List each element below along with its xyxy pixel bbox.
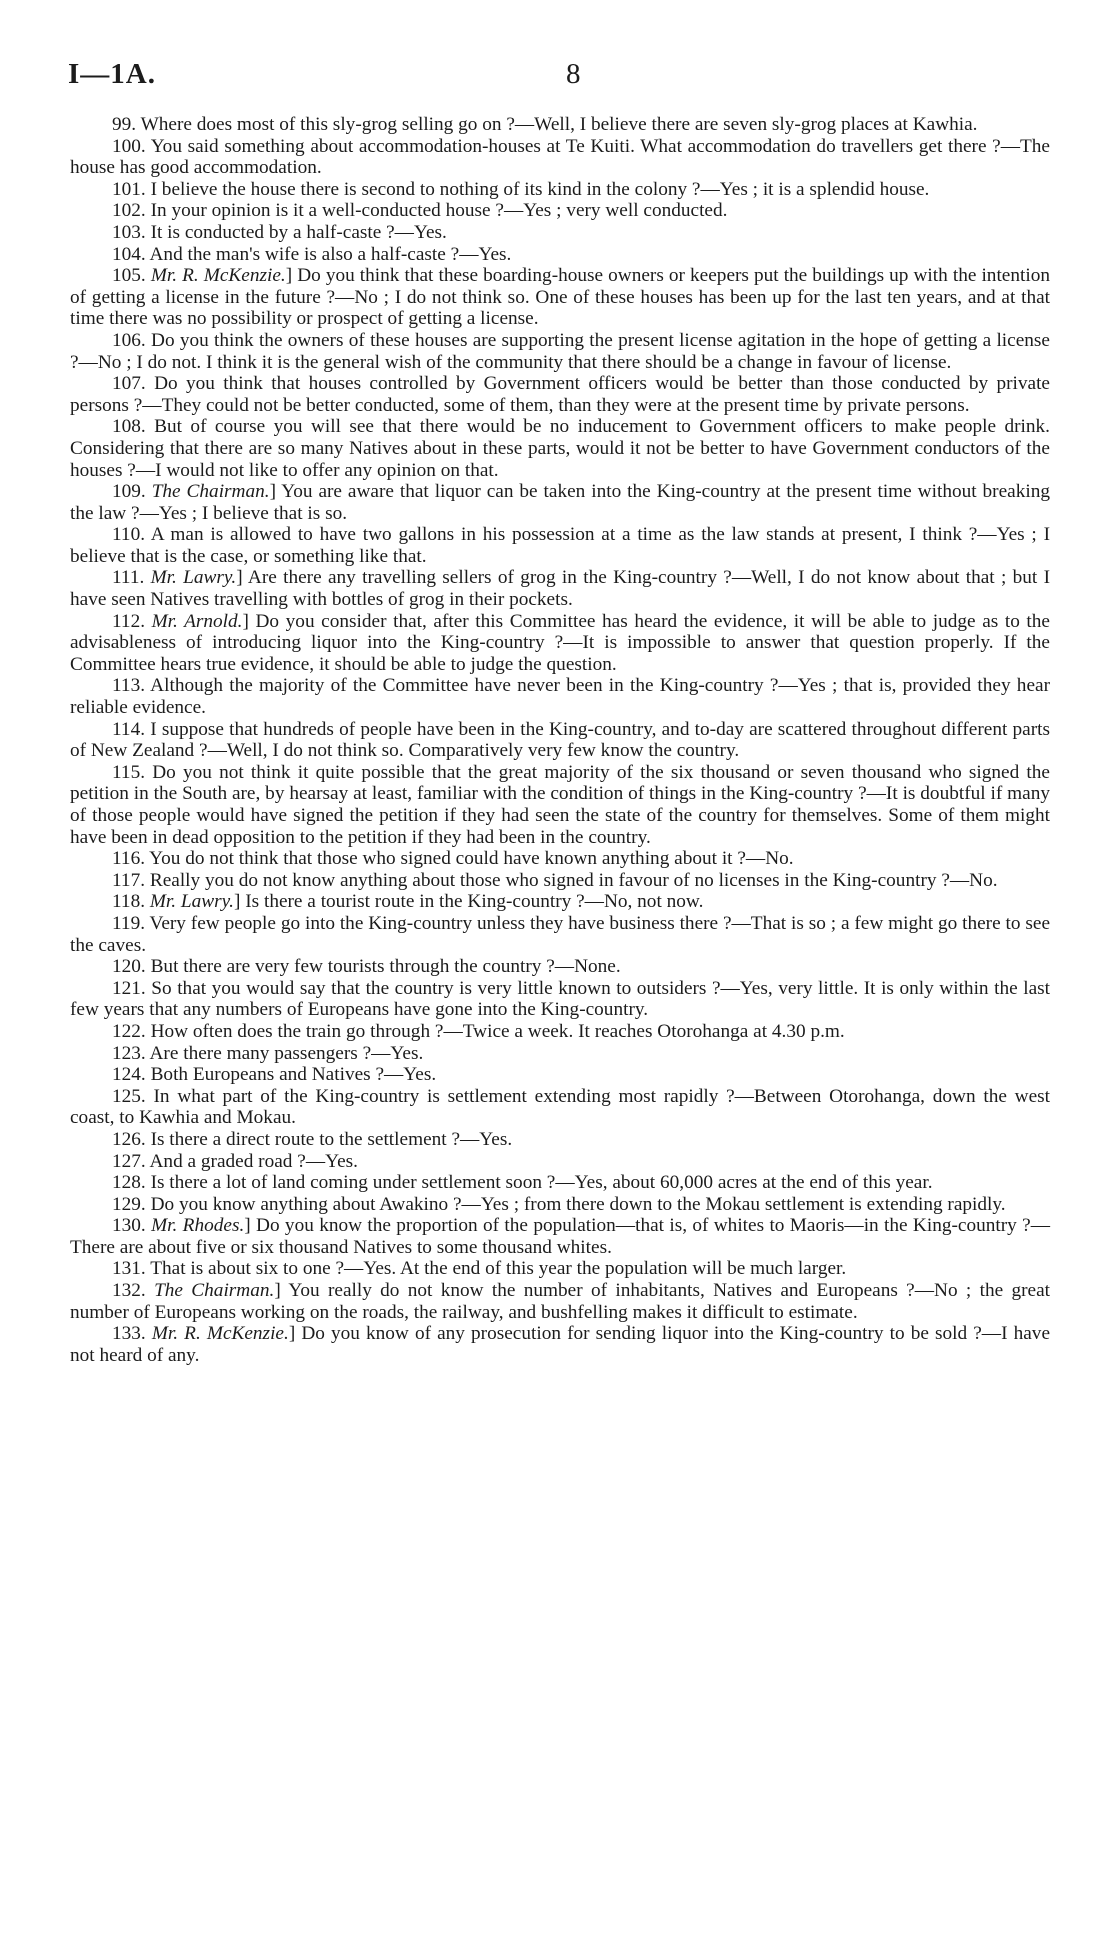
- evidence-paragraph: [70, 1151, 1050, 1173]
- evidence-paragraph: [70, 1194, 1050, 1216]
- evidence-paragraph: [70, 870, 1050, 892]
- speaker-attribution: 133. Mr. R. McKenzie.]: [112, 1323, 296, 1345]
- evidence-paragraph: [70, 1043, 1050, 1065]
- evidence-paragraph: [70, 1172, 1050, 1194]
- evidence-paragraph: [70, 1280, 1050, 1323]
- evidence-paragraph: [70, 244, 1050, 266]
- speaker-attribution: 109. The Chairman.]: [112, 481, 276, 503]
- evidence-paragraph: [70, 1323, 1050, 1366]
- page-number: 8: [566, 58, 581, 90]
- paragraph-text: 117. Really you do not know anything about those who signed in favour of no licenses in the King-country ?—No.: [112, 869, 998, 891]
- paragraph-text: 102. In your opinion is it a well-conducted house ?—Yes ; very well conducted.: [112, 200, 728, 222]
- evidence-paragraph: [70, 524, 1050, 567]
- paragraph-text: 129. Do you know anything about Awakino ?—Yes ; from there down to the Mokau settlement is extending rapidly.: [112, 1193, 1006, 1215]
- evidence-paragraph: [70, 956, 1050, 978]
- paragraph-text: 123. Are there many passengers ?—Yes.: [112, 1042, 424, 1064]
- paragraph-text: 125. In what part of the King-country is settlement extending most rapidly ?—Between Otorohanga, down the west coast, to Kawhia and Mokau.: [70, 1085, 1050, 1129]
- paragraph-text: 103. It is conducted by a half-caste ?—Yes.: [112, 221, 447, 243]
- paragraph-text: 120. But there are very few tourists through the country ?—None.: [112, 956, 621, 978]
- evidence-paragraph: [70, 136, 1050, 179]
- evidence-paragraph: [70, 481, 1050, 524]
- evidence-paragraph: [70, 675, 1050, 718]
- paragraph-text: 127. And a graded road ?—Yes.: [112, 1150, 358, 1172]
- paragraph-text: 128. Is there a lot of land coming under settlement soon ?—Yes, about 60,000 acres at the end of this year.: [112, 1172, 933, 1194]
- paragraph-text: 107. Do you think that houses controlled by Government officers would be better than those conducted by private persons ?—They could not be better conducted, some of them, than they were at the present time by private persons.: [70, 373, 1050, 416]
- paragraph-text: 113. Although the majority of the Committee have never been in the King-country ?—Yes ; that is, provided they hear reliable evidence.: [70, 675, 1050, 719]
- paragraph-text: 99. Where does most of this sly-grog selling go on ?—Well, I believe there are seven sly-grog places at Kawhia.: [112, 114, 978, 135]
- evidence-paragraph: [70, 1086, 1050, 1129]
- paragraph-text: You are aware that liquor can be taken into the King-country at the present time without breaking the law ?—Yes ; I believe that is so.: [70, 481, 1050, 524]
- evidence-paragraph: [70, 200, 1050, 222]
- paragraph-text: 126. Is there a direct route to the settlement ?—Yes.: [112, 1128, 513, 1150]
- speaker-attribution: 105. Mr. R. McKenzie.]: [112, 265, 293, 287]
- paragraph-text: 106. Do you think the owners of these houses are supporting the present license agitation in the hope of getting a license ?—No ; I do not. I think it is the general wish of the community that there should be a change in favour of license.: [70, 329, 1050, 373]
- speaker-attribution: 112. Mr. Arnold.]: [112, 610, 249, 632]
- speaker-attribution: 132. The Chairman.]: [112, 1280, 281, 1302]
- evidence-paragraph: [70, 1129, 1050, 1151]
- speaker-attribution: 118. Mr. Lawry.]: [112, 891, 241, 913]
- paragraph-text: Do you think that these boarding-house owners or keepers put the buildings up with the intention of getting a license in the future ?—No ; I do not think so. One of these houses has been up for the last ten years, and at that time there was no possibility or prospect of getting a license.: [70, 265, 1051, 330]
- paragraph-text: 114. I suppose that hundreds of people have been in the King-country, and to-day are scattered throughout different parts of New Zealand ?—Well, I do not think so. Comparatively very few know the country.: [70, 718, 1050, 762]
- speaker-attribution: 111. Mr. Lawry.]: [112, 567, 243, 589]
- evidence-paragraph: [70, 114, 1050, 136]
- paragraph-text: 110. A man is allowed to have two gallons in his possession at a time as the law stands at present, I think ?—Yes ; I believe that is the case, or something like that.: [70, 524, 1050, 567]
- paragraph-text: 131. That is about six to one ?—Yes. At the end of this year the population will be much larger.: [112, 1258, 847, 1280]
- paragraph-text: 101. I believe the house there is second to nothing of its kind in the colony ?—Yes ; it is a splendid house.: [112, 178, 930, 200]
- evidence-paragraph: [70, 611, 1050, 676]
- evidence-paragraph: [70, 1021, 1050, 1043]
- speaker-attribution: 130. Mr. Rhodes.]: [112, 1215, 251, 1237]
- document-reference: I—1A.: [68, 58, 156, 90]
- paragraph-text: 122. How often does the train go through ?—Twice a week. It reaches Otorohanga at 4.30 p.m.: [112, 1020, 845, 1042]
- paragraph-text: 104. And the man's wife is also a half-caste ?—Yes.: [112, 243, 512, 265]
- paragraph-text: 116. You do not think that those who signed could have known anything about it ?—No.: [112, 848, 794, 870]
- evidence-paragraph: [70, 265, 1050, 330]
- paragraph-text: Do you know of any prosecution for sending liquor into the King-country to be sold ?—I have not heard of any.: [70, 1323, 1051, 1366]
- paragraph-text: 121. So that you would say that the country is very little known to outsiders ?—Yes, very little. It is only within the last few years that any numbers of Europeans have gone into the King-country.: [70, 977, 1050, 1021]
- evidence-paragraph: [70, 891, 1050, 913]
- paragraph-text: 100. You said something about accommodation-houses at Te Kuiti. What accommodation do travellers get there ?—The house has good accommodation.: [70, 135, 1050, 179]
- evidence-paragraph: [70, 222, 1050, 244]
- paragraph-text: You really do not know the number of inhabitants, Natives and Europeans ?—No ; the great number of Europeans working on the roads, the railway, and bushfelling makes it difficult to estimate.: [70, 1280, 1050, 1323]
- evidence-paragraph: [70, 1258, 1050, 1280]
- paragraph-text: Are there any travelling sellers of grog in the King-country ?—Well, I do not know about that ; but I have seen Natives travelling with bottles of grog in their pockets.: [70, 567, 1050, 611]
- evidence-paragraph: [70, 762, 1050, 848]
- evidence-paragraph: [70, 1064, 1050, 1086]
- paragraph-text: Do you consider that, after this Committee has heard the evidence, it will be able to judge as to the advisableness of introducing liquor into the King-country ?—It is impossible to answer that question properly. If the Committee hears true evidence, it should be able to judge the question.: [70, 610, 1050, 675]
- evidence-paragraph: [70, 913, 1050, 956]
- paragraph-text: 119. Very few people go into the King-country unless they have business there ?—That is so ; a few might go there to see the caves.: [70, 912, 1050, 956]
- evidence-paragraph: [70, 848, 1050, 870]
- evidence-paragraph: [70, 416, 1050, 481]
- page-header: [0, 58, 1114, 92]
- evidence-paragraph: [70, 567, 1050, 610]
- paragraph-text: Is there a tourist route in the King-country ?—No, not now.: [240, 891, 704, 913]
- paragraph-text: 108. But of course you will see that there would be no inducement to Government officers to make people drink. Considering that there are so many Natives about in these parts, would it not be better to have Government conductors of the houses ?—I would not like to offer any opinion on that.: [70, 416, 1050, 481]
- evidence-paragraph: [70, 373, 1050, 416]
- evidence-paragraph: [70, 1215, 1050, 1258]
- evidence-paragraph: [70, 978, 1050, 1021]
- evidence-paragraph: [70, 719, 1050, 762]
- paragraph-text: Do you know the proportion of the population—that is, of whites to Maoris—in the King-country ?—There are about five or six thousand Natives to some thousand whites.: [70, 1215, 1050, 1258]
- paragraph-text: 115. Do you not think it quite possible that the great majority of the six thousand or seven thousand who signed the petition in the South are, by hearsay at least, familiar with the condition of things in the King-country ?—It is doubtful if many of those people would have signed the petition if they had seen the state of the country for themselves. Some of them might have been in dead opposition to the petition if they had been in the country.: [70, 761, 1050, 848]
- evidence-paragraph: [70, 179, 1050, 201]
- evidence-paragraph: [70, 330, 1050, 373]
- paragraph-text: 124. Both Europeans and Natives ?—Yes.: [112, 1064, 437, 1086]
- evidence-text: [70, 114, 1050, 1366]
